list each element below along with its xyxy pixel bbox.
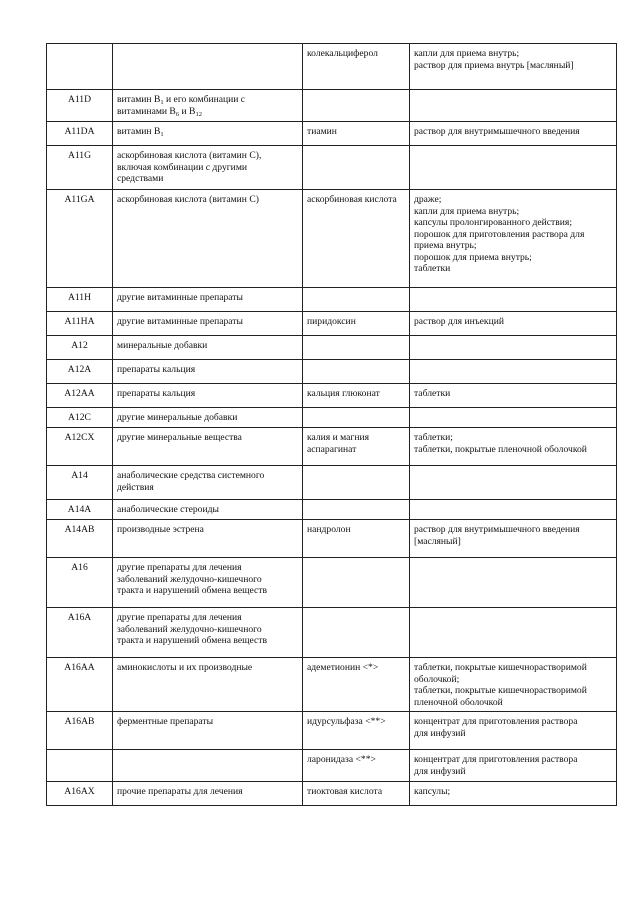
drug-name: ларонидаза <**> [307, 754, 376, 765]
anatomic-group-cell [113, 608, 303, 658]
dosage-form-line: драже; [414, 194, 442, 205]
atc-code: A12C [68, 412, 91, 423]
drug-name-cell [303, 122, 410, 146]
anatomic-group-line: включая комбинации с другими [117, 161, 248, 173]
table-row [47, 90, 617, 122]
anatomic-group-line: другие витаминные препараты [117, 316, 243, 327]
drug-name: аскорбиновая кислота [307, 194, 397, 205]
anatomic-group-line: препараты кальция [117, 388, 196, 399]
dosage-form-cell [410, 384, 617, 408]
table-row [47, 360, 617, 384]
dosage-form-cell [410, 190, 617, 288]
atc-code-cell [47, 428, 113, 466]
drug-name-cell [303, 336, 410, 360]
drug-name-cell [303, 750, 410, 782]
anatomic-group-cell [113, 122, 303, 146]
drug-name: адеметионин <*> [307, 662, 379, 673]
dosage-form-cell [410, 360, 617, 384]
subscript: 1 [160, 99, 164, 106]
drug-name-cell [303, 408, 410, 428]
anatomic-group-line: тракта и нарушений обмена веществ [117, 585, 268, 596]
drug-name-cell [303, 360, 410, 384]
drug-name-cell [303, 90, 410, 122]
anatomic-group-line [117, 106, 298, 118]
dosage-form-line: таблетки [414, 388, 451, 399]
dosage-form-line: капсулы; [414, 786, 451, 797]
table-row [47, 520, 617, 558]
atc-code: A11G [67, 150, 92, 161]
atc-code-cell [47, 44, 113, 90]
anatomic-group-cell [113, 384, 303, 408]
drug-name-cell [303, 428, 410, 466]
table-row [47, 712, 617, 750]
dosage-form-cell [410, 408, 617, 428]
dosage-form-cell [410, 466, 617, 500]
drug-name-cell [303, 288, 410, 312]
anatomic-group-line: тракта и нарушений обмена веществ [117, 635, 268, 646]
atc-code: A11DA [64, 126, 95, 137]
atc-code: A16A [67, 612, 92, 623]
atc-code: A12A [67, 364, 92, 375]
anatomic-group-line: препараты кальция [117, 364, 196, 375]
dosage-form-line: концентрат для приготовления раствора [414, 754, 578, 765]
dosage-form-line: таблетки [414, 263, 451, 274]
dosage-form-line: таблетки, покрытые пленочной оболочкой [414, 443, 587, 455]
table-row [47, 466, 617, 500]
atc-code-cell [47, 500, 113, 520]
atc-code-cell [47, 122, 113, 146]
anatomic-group-line: аскорбиновая кислота (витамин С) [117, 194, 259, 205]
dosage-form-line: концентрат для приготовления раствора [414, 716, 578, 727]
dosage-form-cell [410, 608, 617, 658]
atc-code-cell [47, 608, 113, 658]
atc-code-cell [47, 384, 113, 408]
dosage-form-line: раствор для внутримышечного введения [414, 524, 580, 535]
dosage-form-cell [410, 336, 617, 360]
atc-code: A16AA [64, 662, 95, 673]
dosage-form-cell [410, 428, 617, 466]
anatomic-group-line: другие витаминные препараты [117, 292, 243, 303]
anatomic-group-line: анаболические стероиды [117, 504, 219, 515]
atc-code-cell [47, 750, 113, 782]
drug-name-cell [303, 312, 410, 336]
atc-code: A12AA [64, 388, 95, 399]
atc-code: A14A [67, 504, 92, 515]
anatomic-group-line: производные эстрена [117, 524, 204, 535]
dosage-form-cell [410, 312, 617, 336]
atc-code: A16AB [64, 716, 95, 727]
anatomic-group-line: анаболические средства системного [117, 470, 265, 481]
dosage-form-cell [410, 750, 617, 782]
dosage-form-line: капли для приема внутрь; [414, 205, 520, 217]
atc-code-cell [47, 336, 113, 360]
anatomic-group-cell [113, 90, 303, 122]
anatomic-group-line: другие минеральные вещества [117, 432, 242, 443]
dosage-form-line: порошок для приема внутрь; [414, 251, 532, 263]
anatomic-group-line: минеральные добавки [117, 340, 208, 351]
dosage-form-line: таблетки; [414, 432, 453, 443]
anatomic-group-cell [113, 360, 303, 384]
table-row [47, 408, 617, 428]
drug-name-cell [303, 558, 410, 608]
anatomic-group-line: ферментные препараты [117, 716, 214, 727]
atc-code: A14AB [64, 524, 95, 535]
drug-name: пиридоксин [307, 316, 356, 327]
table-row [47, 122, 617, 146]
anatomic-group-cell [113, 782, 303, 806]
anatomic-group-line [117, 94, 298, 106]
drug-name: тиамин [307, 126, 337, 137]
anatomic-group-line: средствами [117, 173, 164, 184]
drug-name: идурсульфаза <**> [307, 716, 386, 727]
atc-code: A16AX [64, 786, 95, 797]
drug-name-cell [303, 384, 410, 408]
drug-name: калия и магния аспарагинат [307, 432, 370, 455]
dosage-form-line: [масляный] [414, 535, 461, 547]
anatomic-group-cell [113, 146, 303, 190]
drug-name-cell [303, 190, 410, 288]
anatomic-group-cell [113, 428, 303, 466]
dosage-form-cell [410, 558, 617, 608]
table-row [47, 428, 617, 466]
medication-table [46, 43, 617, 806]
drug-name-cell [303, 500, 410, 520]
subscript: 6 [175, 110, 180, 118]
dosage-form-line: капсулы пролонгированного действия; [414, 217, 572, 228]
atc-code-cell [47, 146, 113, 190]
drug-name-cell [303, 712, 410, 750]
anatomic-group-line: другие минеральные добавки [117, 412, 238, 423]
anatomic-group-line: прочие препараты для лечения [117, 786, 243, 797]
dosage-form-line: пленочной оболочкой [414, 696, 503, 708]
group-text: витамин B [117, 126, 161, 137]
anatomic-group-cell [113, 288, 303, 312]
anatomic-group-line: другие препараты для лечения [117, 612, 242, 623]
dosage-form-cell [410, 90, 617, 122]
atc-code-cell [47, 288, 113, 312]
dosage-form-line: капли для приема внутрь; [414, 48, 520, 59]
table-row [47, 288, 617, 312]
anatomic-group-cell [113, 750, 303, 782]
atc-code: A11H [67, 292, 92, 303]
dosage-form-cell [410, 658, 617, 712]
atc-code: A12 [71, 340, 88, 351]
anatomic-group-line: заболеваний желудочно-кишечного [117, 623, 262, 635]
atc-code-cell [47, 520, 113, 558]
atc-code: A12CX [64, 432, 95, 443]
subscript: 1 [160, 131, 164, 138]
atc-code-cell [47, 558, 113, 608]
atc-code-cell [47, 90, 113, 122]
atc-code-cell [47, 712, 113, 750]
dosage-form-cell [410, 712, 617, 750]
anatomic-group-line [117, 126, 298, 138]
anatomic-group-cell [113, 658, 303, 712]
atc-code-cell [47, 658, 113, 712]
group-text: и его комбинации с [163, 94, 246, 105]
drug-name: кальция глюконат [307, 388, 380, 399]
table-row [47, 312, 617, 336]
atc-code-cell [47, 466, 113, 500]
drug-name: колекальциферол [307, 48, 378, 59]
anatomic-group-cell [113, 312, 303, 336]
anatomic-group-cell [113, 336, 303, 360]
table-row [47, 750, 617, 782]
subscript: 12 [195, 110, 202, 118]
anatomic-group-cell [113, 712, 303, 750]
table-row [47, 500, 617, 520]
group-text: витаминами B [117, 105, 176, 117]
table-row [47, 608, 617, 658]
dosage-form-line: таблетки, покрытые кишечнорастворимой [414, 662, 587, 673]
anatomic-group-line: заболеваний желудочно-кишечного [117, 573, 262, 585]
atc-code-cell [47, 782, 113, 806]
table-row [47, 44, 617, 90]
drug-name: нандролон [307, 524, 351, 535]
atc-code-cell [47, 360, 113, 384]
group-text: и B [179, 105, 196, 117]
dosage-form-line: раствор для инъекций [414, 316, 504, 327]
dosage-form-cell [410, 288, 617, 312]
atc-code: A16 [71, 562, 88, 573]
drug-name-cell [303, 466, 410, 500]
atc-code-cell [47, 312, 113, 336]
dosage-form-line: порошок для приготовления раствора для [414, 228, 585, 240]
atc-code-cell [47, 408, 113, 428]
anatomic-group-cell [113, 408, 303, 428]
dosage-form-cell [410, 520, 617, 558]
atc-code-cell [47, 190, 113, 288]
atc-code: A11GA [64, 194, 95, 205]
dosage-form-line: раствор для приема внутрь [масляный] [414, 59, 574, 71]
table-row [47, 190, 617, 288]
dosage-form-line: таблетки, покрытые кишечнорастворимой [414, 685, 587, 696]
anatomic-group-line: аминокислоты и их производные [117, 662, 253, 673]
anatomic-group-cell [113, 466, 303, 500]
dosage-form-line: оболочкой; [414, 673, 460, 685]
dosage-form-cell [410, 782, 617, 806]
atc-code: A11HA [64, 316, 95, 327]
drug-name-cell [303, 146, 410, 190]
dosage-form-cell [410, 500, 617, 520]
anatomic-group-cell [113, 44, 303, 90]
drug-name-cell [303, 44, 410, 90]
dosage-form-line: раствор для внутримышечного введения [414, 126, 580, 137]
anatomic-group-line: другие препараты для лечения [117, 562, 242, 573]
anatomic-group-line: аскорбиновая кислота (витамин С), [117, 150, 262, 161]
drug-name: тиоктовая кислота [307, 786, 383, 797]
dosage-form-cell [410, 44, 617, 90]
table-row [47, 146, 617, 190]
drug-name-cell [303, 520, 410, 558]
group-text: витамин B [117, 94, 161, 105]
anatomic-group-cell [113, 500, 303, 520]
drug-name-cell [303, 782, 410, 806]
dosage-form-line: приема внутрь; [414, 240, 477, 251]
drug-name-cell [303, 658, 410, 712]
atc-code: A14 [71, 470, 88, 481]
table-row [47, 336, 617, 360]
anatomic-group-cell [113, 520, 303, 558]
dosage-form-line: для инфузий [414, 727, 466, 739]
anatomic-group-cell [113, 558, 303, 608]
anatomic-group-line: действия [117, 481, 154, 493]
dosage-form-cell [410, 122, 617, 146]
table-row [47, 558, 617, 608]
table-row [47, 384, 617, 408]
anatomic-group-cell [113, 190, 303, 288]
drug-name-cell [303, 608, 410, 658]
medication-table-body [47, 44, 617, 806]
atc-code: A11D [67, 94, 92, 105]
table-row [47, 658, 617, 712]
table-row [47, 782, 617, 806]
dosage-form-line: для инфузий [414, 765, 466, 777]
dosage-form-cell [410, 146, 617, 190]
